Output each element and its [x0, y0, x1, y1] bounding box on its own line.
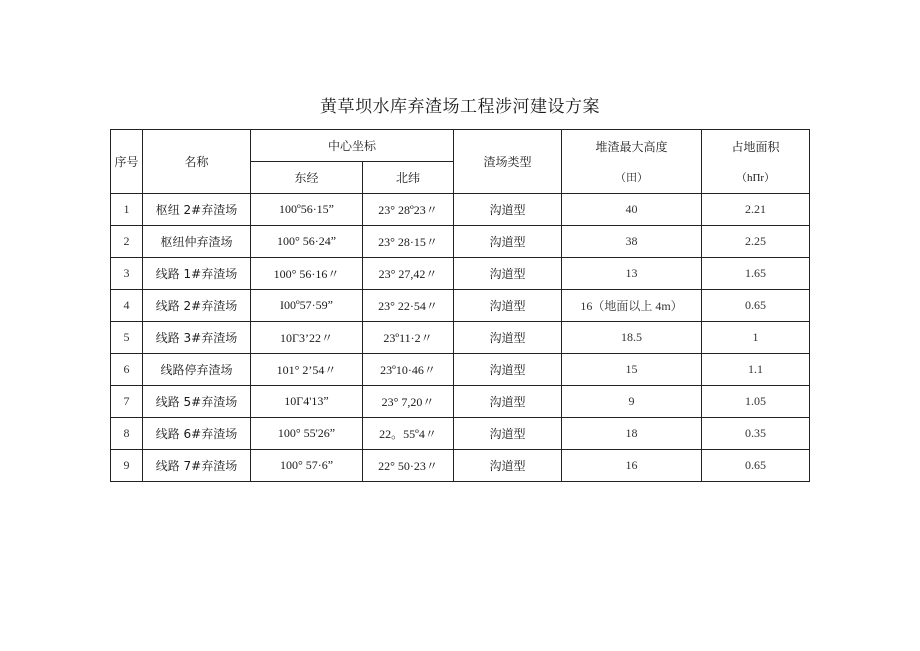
row-east: 101° 2’54〃: [251, 354, 363, 386]
row-type: 沟道型: [454, 450, 562, 482]
row-area: 0.65: [702, 290, 810, 322]
row-east: 100° 56·16〃: [251, 258, 363, 290]
row-area: 2.21: [702, 194, 810, 226]
row-north: 22。55º4〃: [363, 418, 454, 450]
row-height: 16（地面以上 4m）: [562, 290, 702, 322]
row-type: 沟道型: [454, 386, 562, 418]
row-area: 1: [702, 322, 810, 354]
row-seq: 4: [111, 290, 143, 322]
row-height: 15: [562, 354, 702, 386]
table-row: [111, 322, 810, 354]
row-seq: 9: [111, 450, 143, 482]
row-seq: 5: [111, 322, 143, 354]
row-name: 线路停弃渣场: [143, 354, 251, 386]
row-height: 13: [562, 258, 702, 290]
row-seq: 1: [111, 194, 143, 226]
row-name: 线路 5#弃渣场: [143, 386, 251, 418]
row-type: 沟道型: [454, 354, 562, 386]
header-type: 渣场类型: [454, 130, 562, 194]
spoil-site-table: [110, 129, 810, 482]
row-north: 22° 50·23〃: [363, 450, 454, 482]
table-row: [111, 354, 810, 386]
row-area: 1.65: [702, 258, 810, 290]
table-row: [111, 258, 810, 290]
row-name: 线路 7#弃渣场: [143, 450, 251, 482]
row-east: I00º57·59ˮ: [251, 290, 363, 322]
header-area-unit: （hΠr）: [735, 172, 776, 184]
row-seq: 2: [111, 226, 143, 258]
row-height: 9: [562, 386, 702, 418]
row-seq: 8: [111, 418, 143, 450]
header-east: 东经: [251, 162, 363, 194]
row-name: 线路 1#弃渣场: [143, 258, 251, 290]
header-name: 名称: [143, 130, 251, 194]
row-type: 沟道型: [454, 226, 562, 258]
row-area: 1.05: [702, 386, 810, 418]
row-name: 枢纽 2#弃渣场: [143, 194, 251, 226]
header-area-label: 占地面积: [731, 140, 780, 154]
row-north: 23° 28º23〃: [363, 194, 454, 226]
row-east: 100° 55'26ˮ: [251, 418, 363, 450]
header-area: [702, 130, 810, 194]
row-north: 23° 27,42〃: [363, 258, 454, 290]
header-seq: 序号: [111, 130, 143, 194]
row-type: 沟道型: [454, 322, 562, 354]
table-row: [111, 450, 810, 482]
row-north: 23° 22·54〃: [363, 290, 454, 322]
row-seq: 6: [111, 354, 143, 386]
row-north: 23° 7,20〃: [363, 386, 454, 418]
row-east: 10Γ3’22〃: [251, 322, 363, 354]
row-east: 100° 56·24ˮ: [251, 226, 363, 258]
header-height: [562, 130, 702, 194]
header-height-unit: （田）: [615, 172, 649, 184]
row-height: 40: [562, 194, 702, 226]
row-type: 沟道型: [454, 258, 562, 290]
row-name: 线路 6#弃渣场: [143, 418, 251, 450]
row-name: 线路 2#弃渣场: [143, 290, 251, 322]
header-height-label: 堆渣最大高度: [595, 140, 668, 154]
table-row: [111, 386, 810, 418]
row-area: 0.65: [702, 450, 810, 482]
table-row: [111, 226, 810, 258]
row-east: 10Γ4'13ˮ: [251, 386, 363, 418]
table-row: [111, 418, 810, 450]
header-north: 北纬: [363, 162, 454, 194]
row-seq: 3: [111, 258, 143, 290]
row-name: 枢纽仲弃渣场: [143, 226, 251, 258]
row-height: 18.5: [562, 322, 702, 354]
row-height: 38: [562, 226, 702, 258]
row-type: 沟道型: [454, 418, 562, 450]
row-area: 1.1: [702, 354, 810, 386]
row-east: 100º56·15ˮ: [251, 194, 363, 226]
row-north: 23º11·2〃: [363, 322, 454, 354]
header-center-coord: 中心坐标: [251, 130, 454, 162]
row-name: 线路 3#弃渣场: [143, 322, 251, 354]
row-seq: 7: [111, 386, 143, 418]
row-north: 23º10·46〃: [363, 354, 454, 386]
table-row: [111, 194, 810, 226]
table-row: [111, 290, 810, 322]
row-area: 2.25: [702, 226, 810, 258]
document-title: 黄草坝水库弃渣场工程涉河建设方案: [320, 97, 600, 117]
row-north: 23° 28·15〃: [363, 226, 454, 258]
row-type: 沟道型: [454, 290, 562, 322]
row-area: 0.35: [702, 418, 810, 450]
row-type: 沟道型: [454, 194, 562, 226]
row-height: 16: [562, 450, 702, 482]
row-east: 100° 57·6ˮ: [251, 450, 363, 482]
row-height: 18: [562, 418, 702, 450]
